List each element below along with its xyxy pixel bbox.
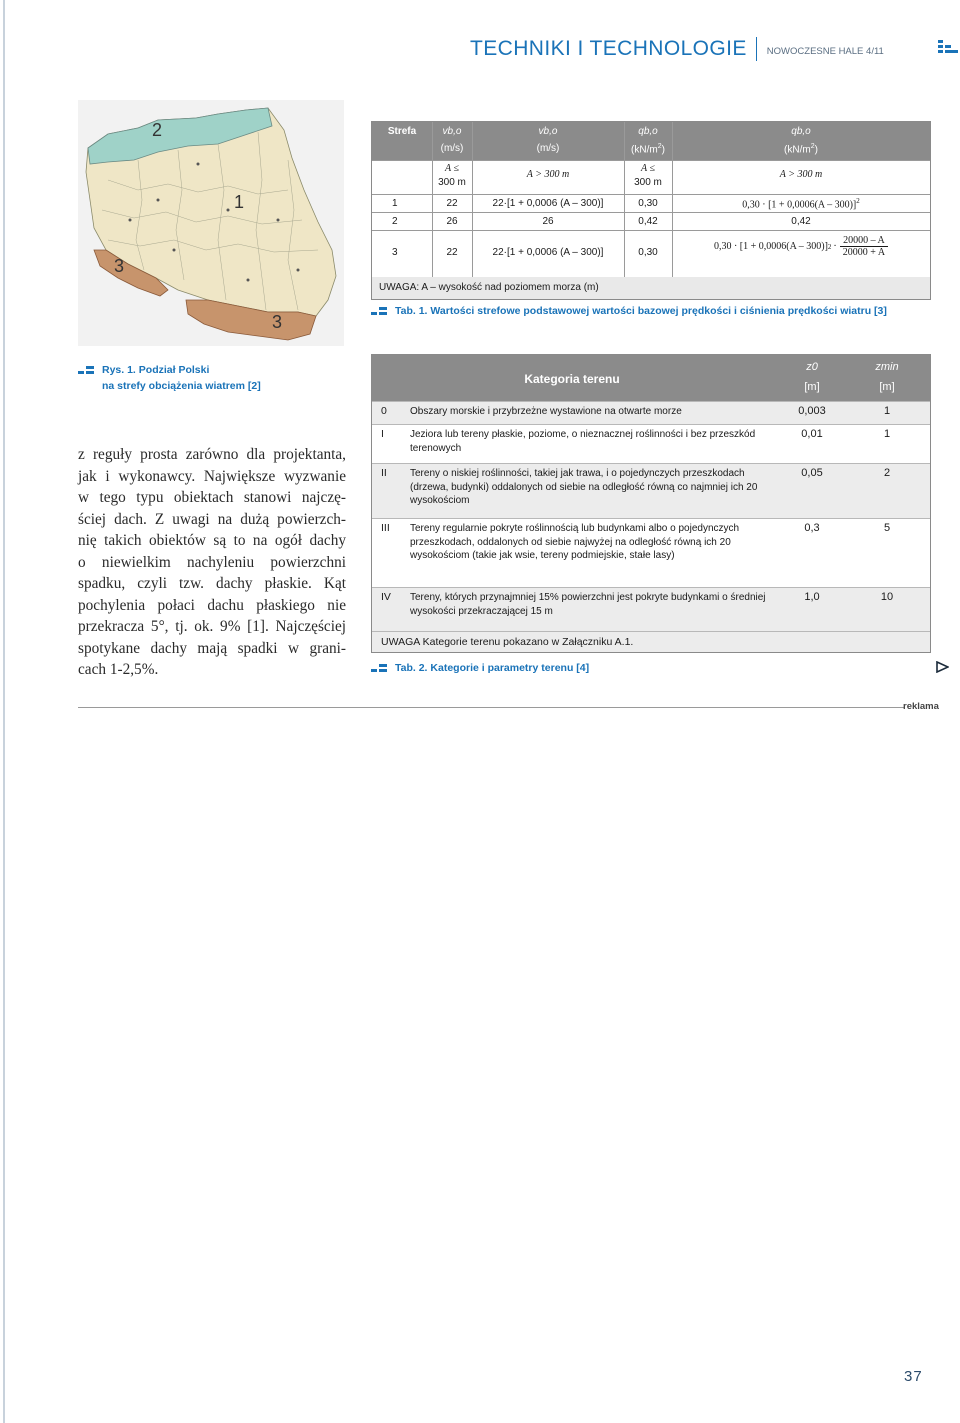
category-description: Tereny o niskiej roślinności, takiej jak trawa, i o pojedynczych przeszkodach (drzewa, budynki) oddalonych od siebie na odległość równą co najmniej ich 20 wysokościom [410, 468, 758, 506]
bars-logo-icon [938, 40, 958, 54]
body-line: spadku, czyli tzw. dachy płaskie. Kąt [78, 575, 346, 592]
table2-note: UWAGA Kategorie terenu pokazano w Załączniku A.1. [372, 631, 930, 652]
t1-row3-v-high: 22·[1 + 0,0006 (A – 300)] [492, 247, 604, 258]
body-line: z reguły prosta zarówno dla projektanta, [78, 446, 346, 463]
ad-separator-line [78, 707, 904, 708]
subheader-q-300: 300 m [634, 177, 662, 188]
zone-label-3-west: 3 [114, 256, 125, 276]
figure-1-caption [78, 362, 261, 394]
body-line: przekracza 5°, tj. ok. 9% [1]. Najczęściej [78, 618, 346, 635]
t1-row2-zone: 2 [392, 216, 398, 227]
q-low-unit-sup: 2 [657, 143, 662, 150]
table-row [372, 518, 930, 587]
category-zmin: 1 [883, 405, 891, 417]
continue-arrow-icon [936, 661, 949, 673]
table-row [372, 401, 930, 424]
category-id: 0 [381, 405, 387, 417]
header-zmin-unit: [m] [879, 381, 895, 393]
category-id: II [381, 467, 387, 479]
category-description: Obszary morskie i przybrzeżne wystawione na otwarte morze [410, 406, 682, 417]
article-body-text [78, 444, 346, 681]
table-1-caption-text: Tab. 1. Wartości strefowe podstawowej wartości bazowej prędkości i ciśnienia prędkości wiatru [3] [395, 305, 887, 317]
table-wind-zone-values [371, 121, 931, 300]
grid-line [372, 194, 930, 195]
header-separator [756, 37, 757, 61]
body-line: ściej dach. Z uwagi na dużą powierzch- [78, 510, 346, 528]
category-z0: 0,05 [801, 467, 823, 479]
caption-marker-icon [78, 366, 94, 375]
header-v-high-unit: (m/s) [536, 143, 560, 154]
caption-marker-icon [371, 307, 387, 316]
header-q-high-unit [672, 143, 930, 155]
category-zmin: 2 [883, 467, 891, 479]
t1-row1-q-high [672, 197, 930, 210]
t1-row1-q-low: 0,30 [638, 198, 658, 209]
t1-row2-v-low: 26 [446, 216, 458, 227]
category-description: Tereny, których przynajmniej 15% powierzchni jest pokryte budynkami o średniej wysokości przekraczającej 15 m [410, 592, 766, 617]
table2-header [372, 355, 930, 401]
header-kategoria: Kategoria terenu [524, 372, 620, 386]
header-q-low-symbol: qb,o [638, 126, 658, 137]
t1-row2-q-high: 0,42 [791, 216, 811, 227]
table1-note: UWAGA: A – wysokość nad poziomem morza (m) [372, 277, 930, 299]
t1-row3-q-high: 0,30 · [1 + 0,0006(A – 300)] 2 · $\frac{20000 - A}{20000 + A}$ [672, 235, 930, 258]
category-z0: 0,3 [804, 522, 820, 534]
header-z0: z0 [806, 361, 818, 373]
magazine-issue: NOWOCZESNE HALE 4/11 [766, 45, 884, 57]
subheader-q-a-le: A ≤ [641, 163, 655, 174]
category-id: I [381, 428, 384, 440]
table-terrain-categories [371, 354, 931, 653]
zone-label-3-south: 3 [272, 312, 283, 332]
t1-row2-v-high: 26 [542, 216, 554, 227]
figure-1-caption-line1: Rys. 1. Podział Polski [102, 364, 210, 376]
table-2-caption-text: Tab. 2. Kategorie i parametry terenu [4] [395, 662, 590, 674]
header-v-low-symbol: vb,o [442, 126, 462, 137]
category-id: III [381, 522, 390, 534]
table-1-caption [371, 303, 887, 319]
q-low-unit-text: (kN/m [631, 144, 658, 156]
body-line: pochylenia połaci dachu płaskiego nie [78, 596, 346, 614]
grid-line [372, 212, 930, 213]
t1-row3-v-low: 22 [446, 247, 458, 258]
poland-wind-zone-map [78, 100, 344, 346]
body-line: w tego typu obiektach stanowi najczę- [78, 489, 346, 506]
header-q-high-symbol: qb,o [791, 126, 811, 137]
t1-row1-q-high-text: 0,30 · [1 + 0,0006(A – 300)] [742, 199, 857, 211]
body-line: nię takich obiektów są to na ogół dachy [78, 532, 346, 549]
header-z0-unit: [m] [804, 381, 820, 393]
category-description: Tereny regularnie pokryte roślinnością lub budynkami albo o pojedynczych przeszkodach, oddalonych od siebie najwyżej na odległość równą ich 20 wysokościom (takie jak wsie, tereny podmiejskie, stałe lasy) [410, 523, 740, 561]
fraction-numerator: 20000 – A [840, 235, 888, 247]
q-high-unit-paren: ) [814, 144, 818, 156]
figure-1-caption-line2: na strefy obciążenia wiatrem [2] [102, 380, 261, 392]
table-row [372, 587, 930, 631]
category-z0: 1,0 [804, 591, 820, 603]
subheader-q-a-gt: A > 300 m [779, 169, 823, 180]
page-header [470, 36, 960, 62]
page-edge-line [3, 0, 5, 1423]
header-zmin: zmin [875, 361, 899, 373]
grid-line [372, 230, 930, 231]
header-q-low-unit [624, 143, 672, 155]
zone-label-2: 2 [152, 120, 163, 140]
page-number: 37 [904, 1368, 923, 1385]
t1-row1-v-high: 22·[1 + 0,0006 (A – 300)] [492, 198, 604, 209]
section-title: TECHNIKI I TECHNOLOGIE [470, 37, 747, 60]
category-zmin: 1 [883, 428, 891, 440]
t1-row3-q-high-text: 0,30 · [1 + 0,0006(A – 300)] [713, 241, 828, 252]
category-z0: 0,01 [801, 428, 823, 440]
table-2-caption [371, 660, 589, 676]
t1-row1-q-high-sup: 2 [856, 197, 860, 205]
body-line: o niewielkim nachyleniu powierzchni [78, 553, 346, 571]
category-id: IV [381, 591, 391, 603]
category-zmin: 5 [883, 522, 891, 534]
t1-row2-q-low: 0,42 [638, 216, 658, 227]
header-strefa: Strefa [387, 126, 417, 137]
category-description: Jeziora lub tereny płaskie, poziome, o nieznacznej roślinności i bez przeszkód terenowych [410, 429, 756, 454]
grid-line [372, 160, 930, 161]
fraction-denominator: 20000 + A [842, 247, 886, 258]
category-zmin: 10 [880, 591, 894, 603]
t1-row1-zone: 1 [392, 198, 398, 209]
zone-label-1: 1 [234, 192, 245, 212]
header-v-high-symbol: vb,o [538, 126, 558, 137]
subheader-v-a-le: A ≤ [445, 163, 459, 174]
t1-row1-v-low: 22 [446, 198, 458, 209]
t1-row3-q-low: 0,30 [638, 247, 658, 258]
q-high-unit-text: (kN/m [784, 144, 811, 156]
q-high-unit-sup: 2 [810, 143, 815, 150]
category-z0: 0,003 [798, 405, 826, 417]
q-low-unit-paren: ) [661, 144, 665, 156]
body-line: jak i wykonawcy. Największe wyzwanie [78, 467, 346, 485]
caption-marker-icon [371, 664, 387, 673]
subheader-v-a-gt: A > 300 m [526, 169, 570, 180]
body-line: spotykane dachy mają spadki w grani- [78, 639, 346, 657]
body-line: cach 1-2,5%. [78, 661, 159, 678]
t1-row3-zone: 3 [392, 247, 398, 258]
header-v-low-unit: (m/s) [440, 143, 464, 154]
table-row [372, 424, 930, 463]
ad-label: reklama [903, 701, 939, 712]
t1-row3-fraction [840, 235, 888, 258]
table-row [372, 463, 930, 518]
subheader-v-300: 300 m [438, 177, 466, 188]
t1-row3-q-high-sup: 2 [827, 242, 832, 251]
